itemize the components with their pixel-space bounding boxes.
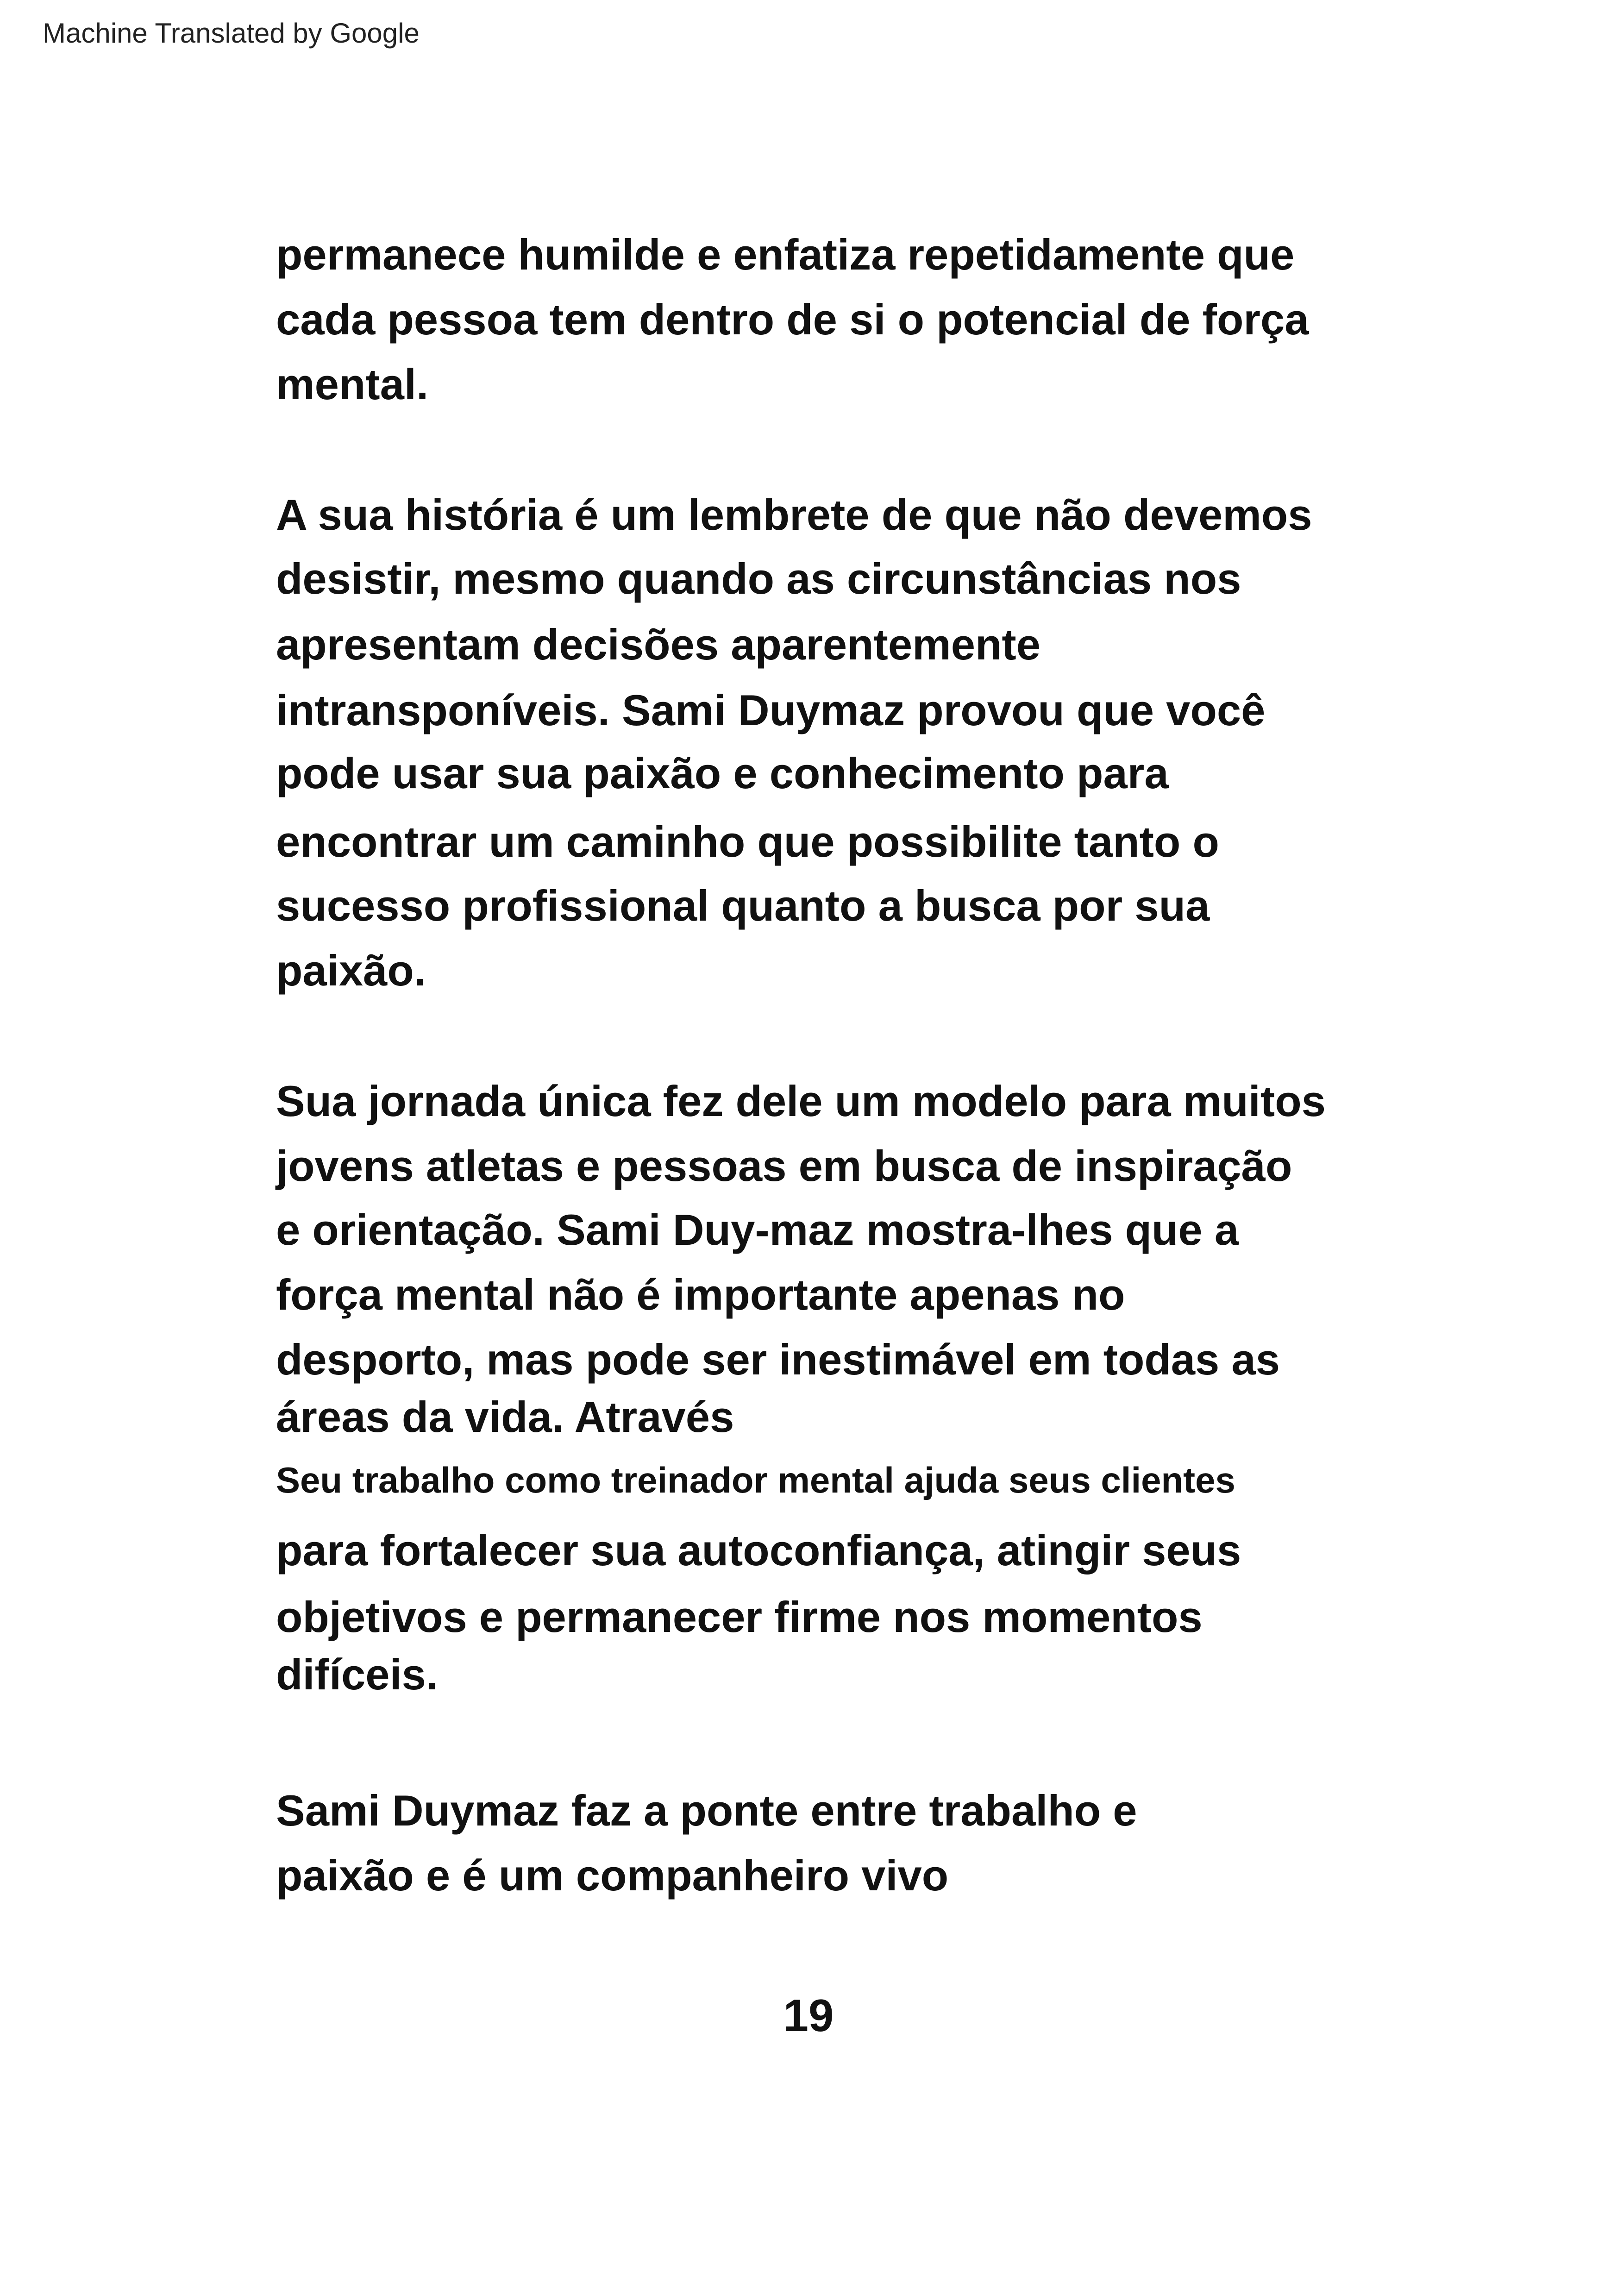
machine-translation-note: Machine Translated by Google (43, 18, 420, 49)
body-text-line: força mental não é importante apenas no (276, 1270, 1125, 1319)
body-text-line: permanece humilde e enfatiza repetidamente que (276, 230, 1295, 279)
body-text-line: paixão. (276, 946, 426, 995)
body-text-line: A sua história é um lembrete de que não devemos (276, 490, 1312, 539)
body-text-line: cada pessoa tem dentro de si o potencial de força (276, 295, 1309, 344)
body-text-line: para fortalecer sua autoconfiança, atingir seus (276, 1526, 1241, 1575)
body-text-line: pode usar sua paixão e conhecimento para (276, 749, 1169, 797)
body-text-line: sucesso profissional quanto a busca por sua (276, 881, 1210, 930)
body-text-line: difíceis. (276, 1650, 439, 1699)
body-text-line: desistir, mesmo quando as circunstâncias nos (276, 554, 1241, 603)
body-text-line: mental. (276, 360, 429, 408)
body-text-line: áreas da vida. Através (276, 1393, 734, 1441)
body-text-line: Sami Duymaz faz a ponte entre trabalho e (276, 1786, 1137, 1835)
body-text-line: paixão e é um companheiro vivo (276, 1851, 949, 1900)
body-text-line: objetivos e permanecer firme nos momentos (276, 1593, 1203, 1641)
body-text-line: apresentam decisões aparentemente (276, 620, 1040, 669)
body-text-line: encontrar um caminho que possibilite tanto o (276, 817, 1219, 866)
body-text-line: jovens atletas e pessoas em busca de inspiração (276, 1142, 1292, 1190)
body-text-line: Sua jornada única fez dele um modelo para muitos (276, 1077, 1326, 1125)
page-number: 19 (783, 1990, 834, 2041)
body-text-line: desporto, mas pode ser inestimável em todas as (276, 1335, 1280, 1384)
body-text-line-small: Seu trabalho como treinador mental ajuda seus clientes (276, 1460, 1235, 1500)
body-text-line: e orientação. Sami Duy-maz mostra-lhes que a (276, 1205, 1239, 1254)
body-text-line: intransponíveis. Sami Duymaz provou que você (276, 686, 1266, 734)
